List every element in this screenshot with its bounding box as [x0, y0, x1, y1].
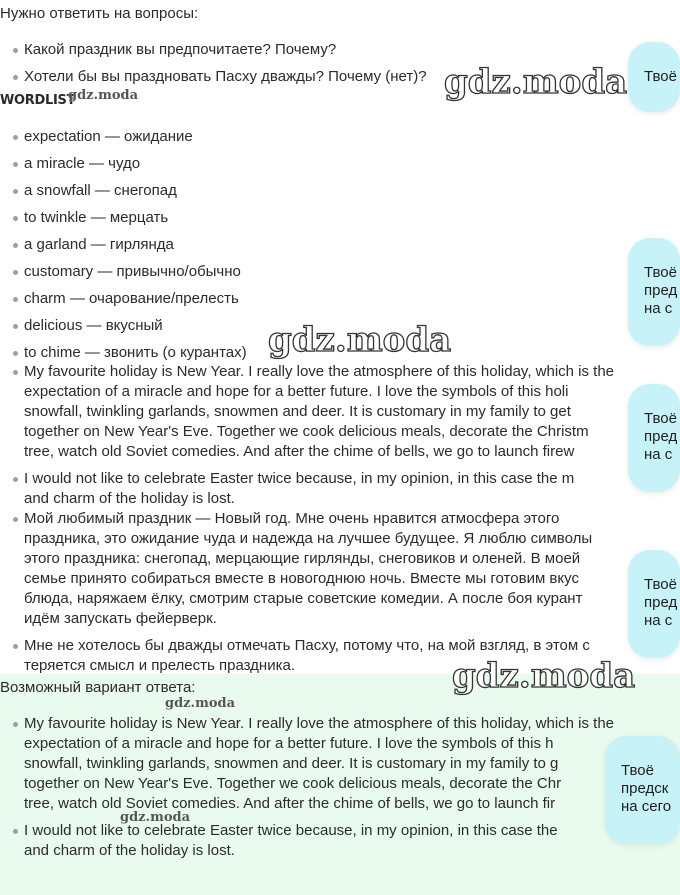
essay-line: этого праздника: снегопад, мерцающие гирлянды, снеговиков и оленей. В моей — [24, 550, 581, 567]
promo-bubble[interactable] — [628, 238, 680, 346]
essay-line: tree, watch old Soviet comedies. And after the chime of bells, we go to launch firew — [24, 443, 575, 460]
promo-bubble[interactable] — [628, 42, 680, 112]
watermark: gdz.moda — [68, 88, 139, 103]
essay-line: My favourite holiday is New Year. I really love the atmosphere of this holiday, which is the — [24, 363, 615, 380]
promo-bubble-text: на с — [644, 446, 673, 463]
promo-bubble-text: пред — [644, 282, 678, 299]
promo-bubble-text: предск — [621, 780, 669, 797]
wordlist-entry: a miracle — чудо — [24, 155, 141, 172]
promo-bubble-text: Твоё — [621, 762, 654, 779]
answer-line: together on New Year's Eve. Together we cook delicious meals, decorate the Chr — [24, 775, 562, 792]
answer-line: tree, watch old Soviet comedies. And after the chime of bells, we go to launch fir — [24, 795, 556, 812]
list-item — [0, 714, 680, 814]
list-item — [0, 469, 680, 509]
promo-bubble-text: Твоё — [644, 264, 677, 281]
promo-bubble-text: пред — [644, 428, 678, 445]
list-item — [0, 208, 680, 228]
answer-line: I would not like to celebrate Easter twice because, in my opinion, in this case the — [24, 822, 558, 839]
watermark: gdz.moda — [452, 656, 636, 696]
wordlist-entry: to twinkle — мерцать — [24, 209, 169, 226]
watermark: gdz.moda — [444, 62, 628, 102]
answer-line: snowfall, twinkling garlands, snowmen and deer. It is customary in my family to g — [24, 755, 559, 772]
essay-line: and charm of the holiday is lost. — [24, 490, 235, 507]
essay-line: expectation of a miracle and hope for a better future. I love the symbols of this holi — [24, 383, 569, 400]
list-item — [0, 127, 680, 147]
essay-line: I would not like to celebrate Easter twice because, in my opinion, in this case the m — [24, 470, 575, 487]
list-item — [0, 362, 680, 462]
list-item — [0, 235, 680, 255]
wordlist-heading: WORDLIST — [0, 93, 76, 108]
essay-line: семье принято собираться вместе в новогоднюю ночь. Вместе мы готовим вкус — [24, 570, 579, 587]
question-text: Какой праздник вы предпочитаете? Почему? — [24, 41, 337, 58]
promo-bubble[interactable] — [628, 384, 680, 492]
question-text: Хотели бы вы праздновать Пасху дважды? Почему (нет)? — [24, 68, 427, 85]
essay-line: идём запускать фейерверк. — [24, 610, 217, 627]
promo-bubble-text: Твоё — [644, 68, 677, 85]
promo-bubble[interactable] — [605, 736, 680, 844]
intro-text: Нужно ответить на вопросы: — [0, 5, 199, 22]
essay-line: together on New Year's Eve. Together we cook delicious meals, decorate the Christm — [24, 423, 589, 440]
list-item — [0, 821, 680, 861]
watermark: gdz.moda — [165, 696, 236, 711]
essay-line: блюда, наряжаем ёлку, смотрим старые советские комедии. А после боя курант — [24, 590, 583, 607]
list-item — [0, 181, 680, 201]
promo-bubble-text: Твоё — [644, 410, 677, 427]
promo-bubble-text: Твоё — [644, 576, 677, 593]
essay-line: Мне не хотелось бы дважды отмечать Пасху, потому что, на мой взгляд, в этом с — [24, 637, 590, 654]
answer-line: expectation of a miracle and hope for a better future. I love the symbols of this h — [24, 735, 554, 752]
list-item — [0, 509, 680, 629]
essay-line: праздника, это ожидание чуда и надежда на лучшее будущее. Я люблю символы — [24, 530, 593, 547]
promo-bubble-text: на с — [644, 300, 673, 317]
wordlist-entry: charm — очарование/прелесть — [24, 290, 239, 307]
list-item — [0, 40, 680, 60]
promo-bubble-text: на с — [644, 612, 673, 629]
essay-line: snowfall, twinkling garlands, snowmen and deer. It is customary in my family to get — [24, 403, 571, 420]
wordlist-entry: to chime — звонить (о курантах) — [24, 344, 247, 361]
essay-line: теряется смысл и прелесть праздника. — [24, 657, 295, 674]
promo-bubble[interactable] — [628, 550, 680, 658]
wordlist-entry: a garland — гирлянда — [24, 236, 174, 253]
promo-bubble-text: на сего — [621, 798, 672, 815]
wordlist-entry: customary — привычно/обычно — [24, 263, 241, 280]
answer-label: Возможный вариант ответа: — [0, 679, 196, 696]
watermark: gdz.moda — [120, 810, 191, 825]
wordlist-entry: delicious — вкусный — [24, 317, 163, 334]
essay-line: Мой любимый праздник — Новый год. Мне очень нравится атмосфера этого — [24, 510, 560, 527]
wordlist-entry: a snowfall — снегопад — [24, 182, 177, 199]
list-item — [0, 289, 680, 309]
answer-line: and charm of the holiday is lost. — [24, 842, 235, 859]
list-item — [0, 262, 680, 282]
list-item — [0, 154, 680, 174]
answer-line: My favourite holiday is New Year. I really love the atmosphere of this holiday, which is the — [24, 715, 615, 732]
wordlist-entry: expectation — ожидание — [24, 128, 193, 145]
watermark: gdz.moda — [268, 320, 452, 360]
promo-bubble-text: пред — [644, 594, 678, 611]
